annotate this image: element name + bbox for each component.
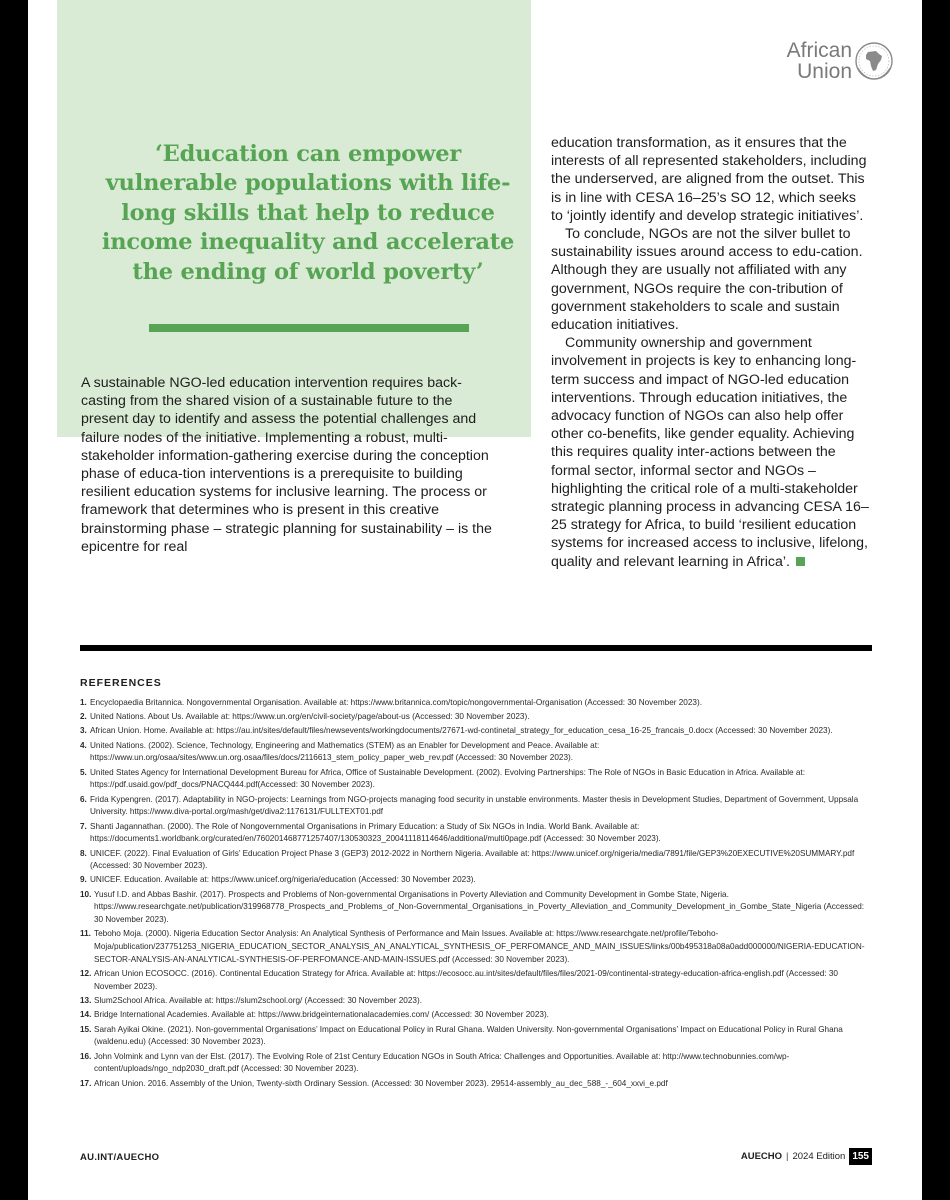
paragraph: Community ownership and government involvement in projects is key to enhancing long-term success and impact of NGO-led education interventions. Through education initiatives, the advocacy function of NGOs can also help offer other co-benefits, like gender equality. Achieving this requires quality inter-actions between the formal sector, informal sector and NGOs – highlighting the critical role of a multi-stakeholder strategic planning process in advancing CESA 16–25 strategy for Africa, to build ‘resilient education systems for increased access to inclusive, lifelong, quality and relevant learning in Africa’. [551, 335, 869, 570]
reference-item [80, 1078, 870, 1091]
reference-text: Encyclopaedia Britannica. Nongovernmental Organisation. Available at: https://www.britannica.com/topic/nongovernmental-Organisation (Accessed: 30 November 2023). [90, 698, 702, 707]
reference-item [80, 1051, 870, 1077]
reference-item [80, 968, 870, 994]
pull-quote: ‘Education can empower vulnerable populations with life-long skills that help to reduce income inequality and accelerate the ending of world poverty’ [101, 141, 515, 285]
reference-text: African Union. Home. Available at: https://au.int/sites/default/files/newsevents/workingdocuments/27671-wd-continetal_strategy_for_education_cesa_16-25_francais_0.docx (Accessed: 30 November 2023). [90, 726, 833, 736]
reference-item [80, 889, 870, 927]
reference-number: 17. [80, 1078, 92, 1088]
end-mark-icon [796, 557, 805, 566]
reference-number: 13. [80, 996, 92, 1006]
reference-number: 7. [80, 821, 87, 831]
body-column-right [551, 134, 871, 571]
reference-text: United States Agency for International Development Bureau for Africa, Office of Sustainable Development. (2002). Evolving Partnerships: The Role of NGOs in Basic Education in Africa. Available at: https://pdf.usaid.gov/pdf_docs/PNACQ444.pdf(Accessed: 30 November 2023). [90, 767, 805, 790]
edition-label: 2024 Edition [792, 1151, 846, 1162]
reference-item [80, 995, 870, 1008]
reference-text: Shanti Jagannathan. (2000). The Role of Nongovernmental Organisations in Primary Education: a Study of Six NGOs in India. World Bank. Available at: https://documents1.worldbank.org/curated/en/760201468771257407/130530323_20041118114646/additional/multi0page.pdf (Accessed: 30 November 2023). [90, 821, 661, 844]
magazine-page [28, 0, 922, 1200]
publication-name: AUECHO [740, 1151, 783, 1162]
page-number: 155 [849, 1148, 872, 1165]
section-divider [80, 645, 872, 651]
reference-text: African Union. 2016. Assembly of the Union, Twenty-sixth Ordinary Session. (Accessed: 30 November 2023). 29514-assembly_au_dec_588_-_604_xxvi_e.pdf [94, 1078, 668, 1088]
reference-number: 16. [80, 1051, 92, 1061]
reference-text: UNICEF. Education. Available at: https://www.unicef.org/nigeria/education (Accessed: 30 November 2023). [90, 875, 476, 885]
reference-text: United Nations. About Us. Available at: https://www.un.org/en/civil-society/page/about-us (Accessed: 30 November 2023). [90, 712, 530, 722]
reference-text: John Volmink and Lynn van der Elst. (2017). The Evolving Role of 21st Century Education NGOs in South Africa: Challenges and Opportunities. Available at: http://www.technobunnies.com/wp-content/uploads/ngo_ndp2030_draft.pdf (Accessed: 30 November 2023). [94, 1051, 790, 1074]
reference-text: UNICEF. (2022). Final Evaluation of Girls’ Education Project Phase 3 (GEP3) 2012-2022 in Northern Nigeria. Available at: https://www.unicef.org/nigeria/media/7891/file/GEP3%20EXECUTIVE%20SUMMARY.pdf (Accessed: 30 November 2023). [90, 848, 855, 871]
references-heading: REFERENCES [80, 677, 162, 689]
footer-website[interactable]: AU.INT/AUECHO [80, 1152, 160, 1163]
reference-number: 9. [80, 875, 87, 885]
reference-number: 10. [80, 889, 92, 899]
reference-text: Bridge International Academies. Available at: https://www.bridgeinternationalacademies.com/ (Accessed: 30 November 2023). [94, 1010, 549, 1020]
reference-item [80, 767, 870, 793]
reference-item [80, 697, 870, 710]
reference-item [80, 874, 870, 887]
logo-text: African Union [786, 39, 852, 83]
reference-item [80, 711, 870, 724]
reference-item [80, 740, 870, 766]
reference-item [80, 725, 870, 738]
footer-separator: | [786, 1151, 789, 1162]
footer-publication [741, 1148, 872, 1165]
reference-text: Yusuf I.D. and Abbas Bashir. (2017). Prospects and Problems of Non-governmental Organisations in Poverty Alleviation and Community Development in Gombe State, Nigeria. https://www.researchgate.net/publication/319968778_Prospects_and_Problems_of_Non-Governmental_Organisations_in_Poverty_Alleviation_and_Community_Development_in_Gombe_State_Nigeria (Accessed: 30 November 2023). [94, 889, 865, 925]
reference-text: Sarah Ayikai Okine. (2021). Non-governmental Organisations’ Impact on Educational Policy in Rural Ghana. Walden University. Non-governmental Organisations’ Impact on Educational Policy in Rural Ghana (waldenu.edu) (Accessed: 30 November 2023). [94, 1024, 843, 1047]
references-list [80, 697, 870, 1092]
reference-number: 2. [80, 712, 87, 722]
reference-number: 3. [80, 726, 87, 736]
reference-item [80, 794, 870, 820]
quote-divider [149, 324, 469, 332]
reference-number: 15. [80, 1024, 92, 1034]
africa-globe-icon [854, 40, 894, 82]
reference-text: United Nations. (2002). Science, Technology, Engineering and Mathematics (STEM) as an Enabler for Development and Peace. Available at: https://www.un.org/osaa/sites/www.un.org.osaa/files/docs/2116613_stem_policy_paper_web_rev.pdf (Accessed: 30 November 2023). [90, 740, 600, 763]
paragraph: To conclude, NGOs are not the silver bullet to sustainability issues around access to edu-cation. Although they are usually not affiliated with any government, NGOs require the con-tribution of government stakeholders to scale and sustain education initiatives. [551, 226, 863, 334]
reference-item [80, 848, 870, 874]
reference-number: 5. [80, 767, 87, 777]
reference-text: Teboho Moja. (2000). Nigeria Education Sector Analysis: An Analytical Synthesis of Performance and Main Issues. Available at: https://www.researchgate.net/profile/Teboho-Moja/publication/237751253_NIGERIA_EDUCATION_SECTOR_ANALYSIS_AN_ANALYTICAL_SYNTHESIS_OF_PERFOMANCE_AND_MAIN_ISSUES/links/00b495318a08a0add000000/NIGERIA-EDUCATION-SECTOR-ANALYSIS-AN-ANALYTICAL-SYNTHESIS-OF-PERFOMANCE-AND-MAIN-ISSUES.pdf (Accessed: 30 November 2023). [94, 929, 865, 965]
reference-text: Slum2School Africa. Available at: https://slum2school.org/ (Accessed: 30 November 2023). [94, 996, 422, 1006]
reference-number: 11. [80, 929, 91, 939]
african-union-logo [754, 40, 894, 84]
body-column-left [81, 374, 499, 556]
reference-number: 4. [80, 740, 87, 750]
paragraph: education transformation, as it ensures that the interests of all represented stakeholders, including the underserved, are aligned from the outset. This is in line with CESA 16–25’s SO 12, which seeks to ‘jointly identify and develop strategic initiatives’. [551, 135, 867, 224]
reference-number: 14. [80, 1010, 92, 1020]
reference-text: Frida Kypengren. (2017). Adaptability in NGO-projects: Learnings from NGO-projects managing food security in unstable environments. Master thesis in Development Studies, Department of Government, Uppsala University. https://www.diva-portal.org/mash/get/diva2:1176131/FULLTEXT01.pdf [90, 794, 859, 817]
reference-number: 8. [80, 848, 87, 858]
reference-number: 12. [80, 969, 92, 979]
reference-number: 1. [80, 698, 87, 707]
reference-item [80, 928, 870, 966]
reference-number: 6. [80, 794, 87, 804]
reference-item [80, 821, 870, 847]
reference-item [80, 1024, 870, 1050]
paragraph: A sustainable NGO-led education intervention requires back-casting from the shared vision of a sustainable future to the present day to identify and assess the potential challenges and failure nodes of the initiative. Implementing a robust, multi-stakeholder information-gathering exercise during the conception phase of educa-tion interventions is a prerequisite to building resilient education systems for inclusive learning. The process or framework that determines who is present in this creative brainstorming phase – strategic planning for sustainability – is the epicentre for real [81, 375, 492, 555]
reference-item [80, 1009, 870, 1022]
reference-text: African Union ECOSOCC. (2016). Continental Education Strategy for Africa. Available at: https://ecosocc.au.int/sites/default/files/files/2021-09/continental-strategy-education-africa-english.pdf (Accessed: 30 November 2023). [94, 969, 838, 992]
